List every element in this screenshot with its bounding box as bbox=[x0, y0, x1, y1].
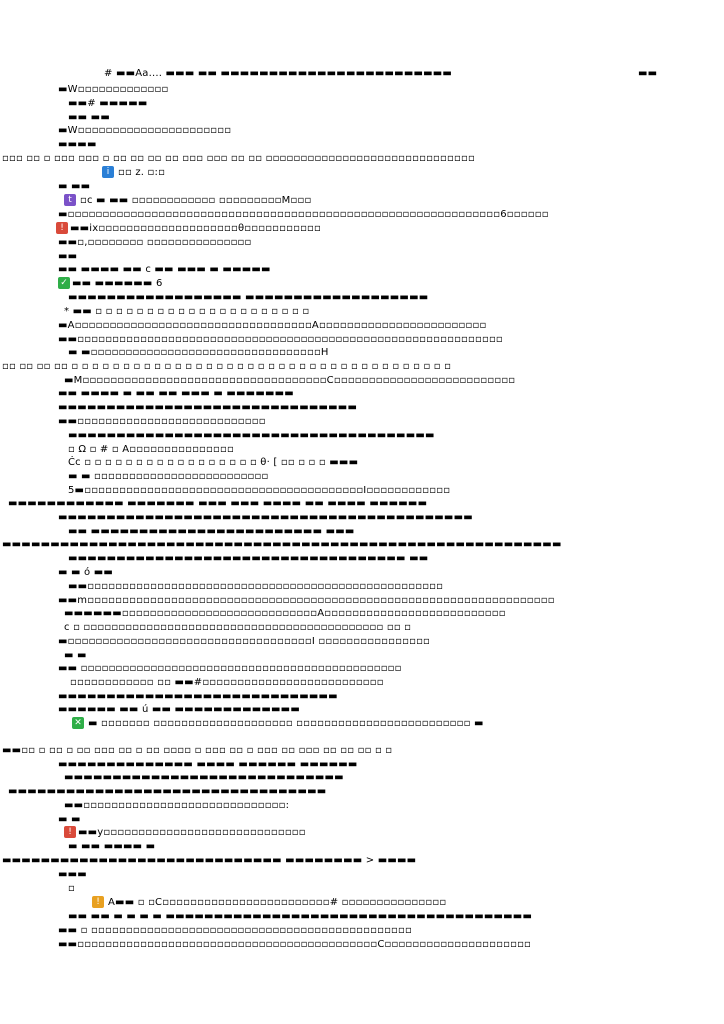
text-line: ▬▫▫▫▫▫▫▫▫▫▫▫▫▫▫▫▫▫▫▫▫▫▫▫▫▫▫▫▫▫▫▫▫▫▫▫I ▫▫▫▫▫▫▫▫▫▫▫▫▫▫▫▫ bbox=[58, 636, 431, 647]
text-line: ▬ ▬▬ bbox=[58, 181, 91, 192]
text-line: ▬ ▬ ▫▫▫▫▫▫▫▫▫▫▫▫▫▫▫▫▫▫▫▫▫▫▫▫▫ bbox=[68, 471, 269, 482]
text-line: ▬▬▬▬▬▬▬▬▬▬▬▬▬▬▬▬▬▬▬▬▬▬▬▬▬▬▬▬▬▬▬▬▬▬▬▬▬▬▬▬▬▬▬▬▬▬▬▬▬▬▬▬▬▬▬▬▬▬ bbox=[2, 539, 562, 550]
text-line: ▫▫▫ ▫▫ ▫ ▫▫▫ ▫▫▫ ▫ ▫▫ ▫▫ ▫▫ ▫▫ ▫▫▫ ▫▫▫ ▫▫ ▫▫ ▫▫▫▫▫▫▫▫▫▫▫▫▫▫▫▫▫▫▫▫▫▫▫▫▫▫▫▫▫▫ bbox=[2, 153, 475, 164]
text-line: ▬▬ ▬▬▬▬ ▬▬ c ▬▬ ▬▬▬ ▬ ▬▬▬▬▬ bbox=[58, 264, 271, 275]
text-line: 5▬▫▫▫▫▫▫▫▫▫▫▫▫▫▫▫▫▫▫▫▫▫▫▫▫▫▫▫▫▫▫▫▫▫▫▫▫▫▫▫▫I▫▫▫▫▫▫▫▫▫▫▫▫ bbox=[68, 485, 451, 496]
text-line: ▬▬▬▬▬▬▬▬▬▬▬▬▬▬▬▬▬▬▬▬▬▬▬▬▬▬▬▬▬▬▬▬▬ bbox=[8, 786, 327, 797]
text-line: ▬ ▬ ó ▬▬ bbox=[58, 567, 114, 578]
text-line: ▬▬▬▬▬▬▬▬▬▬▬▬▬▬▬▬▬▬▬▬▬▬▬▬▬▬▬▬▬▬▬ bbox=[58, 402, 358, 413]
text-line: ▬▬m▫▫▫▫▫▫▫▫▫▫▫▫▫▫▫▫▫▫▫▫▫▫▫▫▫▫▫▫▫▫▫▫▫▫▫▫▫▫▫▫▫▫▫▫▫▫▫▫▫▫▫▫▫▫▫▫▫▫▫▫▫▫▫▫▫▫▫ bbox=[58, 595, 555, 606]
text-line: ▬▬# ▬▬▬▬▬ bbox=[68, 98, 148, 109]
text-line: ▬▫▫▫▫▫▫▫▫▫▫▫▫▫▫▫▫▫▫▫▫▫▫▫▫▫▫▫▫▫▫▫▫▫▫▫▫▫▫▫▫▫▫▫▫▫▫▫▫▫▫▫▫▫▫▫▫▫▫▫▫▫▫6▫▫▫▫▫▫ bbox=[58, 209, 549, 220]
check-icon: ✓ bbox=[58, 277, 70, 289]
text-line: ▬▬▫▫▫▫▫▫▫▫▫▫▫▫▫▫▫▫▫▫▫▫▫▫▫▫▫▫▫▫▫▫▫▫▫▫▫▫▫▫▫▫▫▫▫▫▫▫▫▫▫▫▫ bbox=[68, 581, 444, 592]
text-line: ▬▬ ▬▬▬▬▬▬ 6 bbox=[72, 278, 163, 289]
text-line: ▫c ▬ ▬▬ ▫▫▫▫▫▫▫▫▫▫▫▫ ▫▫▫▫▫▫▫▫▫M▫▫▫ bbox=[80, 195, 312, 206]
text-line: ▬▬ bbox=[638, 68, 658, 79]
text-line: ▫▫▫▫▫▫▫▫▫▫▫▫ ▫▫ ▬▬#▫▫▫▫▫▫▫▫▫▫▫▫▫▫▫▫▫▫▫▫▫▫▫▫▫▫ bbox=[70, 677, 384, 688]
text-line: ▬▬ ▬▬▬▬▬▬▬▬▬▬▬▬▬▬▬▬▬▬▬▬▬▬▬▬ ▬▬▬ bbox=[68, 526, 355, 537]
text-line: ▫▫ z. ▫:▫ bbox=[118, 167, 166, 178]
text-line: ▬▬▫▫▫▫▫▫▫▫▫▫▫▫▫▫▫▫▫▫▫▫▫▫▫▫▫▫▫▫▫: bbox=[64, 800, 290, 811]
text-line: ▬▬ bbox=[58, 251, 78, 262]
text-line: ▬ ▬ bbox=[64, 650, 87, 661]
text-line: ▬A▫▫▫▫▫▫▫▫▫▫▫▫▫▫▫▫▫▫▫▫▫▫▫▫▫▫▫▫▫▫▫▫▫▫A▫▫▫▫▫▫▫▫▫▫▫▫▫▫▫▫▫▫▫▫▫▫▫▫ bbox=[58, 320, 487, 331]
text-line: ▬▬ ▬▬ bbox=[68, 112, 110, 123]
warning-icon: ! bbox=[92, 896, 104, 908]
text-line: ▬▬ ▫▫▫▫▫▫▫▫▫▫▫▫▫▫▫▫▫▫▫▫▫▫▫▫▫▫▫▫▫▫▫▫▫▫▫▫▫▫▫▫▫▫▫▫▫▫ bbox=[58, 663, 402, 674]
text-line: ▬▬▬▬▬▬▬▬▬▬▬▬▬▬ ▬▬▬▬ ▬▬▬▬▬▬ ▬▬▬▬▬▬ bbox=[58, 759, 358, 770]
text-line: ▬ ▬▫▫▫▫▫▫▫▫▫▫▫▫▫▫▫▫▫▫▫▫▫▫▫▫▫▫▫▫▫▫▫▫▫H bbox=[68, 347, 329, 358]
text-line: ▬▬ix▫▫▫▫▫▫▫▫▫▫▫▫▫▫▫▫▫▫▫▫θ▫▫▫▫▫▫▫▫▫▫▫ bbox=[70, 223, 322, 234]
info-icon: i bbox=[102, 166, 114, 178]
text-line: ▬▬▬▬▬▬▫▫▫▫▫▫▫▫▫▫▫▫▫▫▫▫▫▫▫▫▫▫▫▫▫▫▫▫A▫▫▫▫▫▫▫▫▫▫▫▫▫▫▫▫▫▫▫▫▫▫▫▫▫▫ bbox=[64, 608, 506, 619]
text-line: ▬W▫▫▫▫▫▫▫▫▫▫▫▫▫ bbox=[58, 84, 169, 95]
text-line: ▬▬▬▬▬▬▬▬▬▬▬▬▬▬▬▬▬▬▬▬▬▬▬▬▬▬▬▬▬▬▬▬▬▬▬▬▬▬▬▬▬▬▬ bbox=[58, 512, 473, 523]
close-icon: ✕ bbox=[72, 717, 84, 729]
text-line: ▬▬▬ bbox=[58, 869, 87, 880]
text-line: ▬▬▬▬ bbox=[58, 139, 97, 150]
text-line: ▬▬▫▫▫▫▫▫▫▫▫▫▫▫▫▫▫▫▫▫▫▫▫▫▫▫▫▫▫▫▫▫▫▫▫▫▫▫▫▫▫▫▫▫▫▫▫▫▫▫▫▫▫▫▫▫▫▫▫▫▫▫▫ bbox=[58, 334, 503, 345]
text-line: ▬▬ ▬▬ ▬ ▬ ▬ ▬ ▬▬▬▬▬▬▬▬▬▬▬▬▬▬▬▬▬▬▬▬▬▬▬▬▬▬▬▬▬▬▬▬▬▬▬▬▬▬ bbox=[68, 911, 533, 922]
text-line: ▬ ▬ bbox=[58, 814, 81, 825]
text-line: ▬▬ ▫ ▫▫▫▫▫▫▫▫▫▫▫▫▫▫▫▫▫▫▫▫▫▫▫▫▫▫▫▫▫▫▫▫▫▫▫▫▫▫▫▫▫▫▫▫▫▫ bbox=[58, 925, 412, 936]
text-line: ▬▬▬▬▬▬▬▬▬▬▬▬▬▬▬▬▬▬▬▬▬▬▬▬▬▬▬▬▬▬▬▬▬▬▬▬▬▬ bbox=[68, 430, 435, 441]
text-line: ▬▬▬▬▬▬▬▬▬▬▬▬ ▬▬▬▬▬▬▬ ▬▬▬ ▬▬▬ ▬▬▬▬ ▬▬ ▬▬▬▬ ▬▬▬▬▬▬ bbox=[8, 498, 428, 509]
text-line: * ▬▬ ▫ ▫ ▫ ▫ ▫ ▫ ▫ ▫ ▫ ▫ ▫ ▫ ▫ ▫ ▫ ▫ ▫ ▫ ▫ ▫ ▫ bbox=[64, 306, 310, 317]
text-line: # ▬▬Aa.... ▬▬▬ ▬▬ ▬▬▬▬▬▬▬▬▬▬▬▬▬▬▬▬▬▬▬▬▬▬▬▬ bbox=[104, 68, 453, 79]
status-icon: ! bbox=[64, 826, 76, 838]
text-line: ▬▬▬▬▬▬▬▬▬▬▬▬▬▬▬▬▬▬ ▬▬▬▬▬▬▬▬▬▬▬▬▬▬▬▬▬▬▬ bbox=[68, 292, 429, 303]
alert-icon: ! bbox=[56, 222, 68, 234]
text-line: ▬▬ ▬▬▬▬ ▬ ▬▬ ▬▬ ▬▬▬ ▬ ▬▬▬▬▬▬▬ bbox=[58, 388, 294, 399]
text-line: ▬▬▫▫ ▫ ▫▫ ▫ ▫▫ ▫▫▫ ▫▫ ▫ ▫▫ ▫▫▫▫ ▫ ▫▫▫ ▫▫ ▫ ▫▫▫ ▫▫ ▫▫▫ ▫▫ ▫▫ ▫▫ ▫ ▫ bbox=[2, 745, 393, 756]
text-line: ▬▬▬▬▬▬▬▬▬▬▬▬▬▬▬▬▬▬▬▬▬▬▬▬▬▬▬▬▬ ▬▬▬▬▬▬▬▬ > ▬▬▬▬ bbox=[2, 855, 417, 866]
text-line: A▬▬ ▫ ▫C▫▫▫▫▫▫▫▫▫▫▫▫▫▫▫▫▫▫▫▫▫▫▫▫# ▫▫▫▫▫▫▫▫▫▫▫▫▫▫▫ bbox=[108, 897, 447, 908]
text-line: ▬▬▫,▫▫▫▫▫▫▫▫ ▫▫▫▫▫▫▫▫▫▫▫▫▫▫▫ bbox=[58, 237, 252, 248]
text-line: Ċc ▫ ▫ ▫ ▫ ▫ ▫ ▫ ▫ ▫ ▫ ▫ ▫ ▫ ▫ ▫ ▫ ▫ θ· [ ▫▫ ▫ ▫ ▫ ▬▬▬ bbox=[68, 457, 359, 468]
text-line: ▬ ▫▫▫▫▫▫▫ ▫▫▫▫▫▫▫▫▫▫▫▫▫▫▫▫▫▫▫▫ ▫▫▫▫▫▫▫▫▫▫▫▫▫▫▫▫▫▫▫▫▫▫▫▫▫ ▬ bbox=[88, 718, 484, 729]
text-line: ▬M▫▫▫▫▫▫▫▫▫▫▫▫▫▫▫▫▫▫▫▫▫▫▫▫▫▫▫▫▫▫▫▫▫▫▫C▫▫▫▫▫▫▫▫▫▫▫▫▫▫▫▫▫▫▫▫▫▫▫▫▫▫ bbox=[64, 375, 516, 386]
text-line: ▬▬▬▬▬▬ ▬▬ ú ▬▬ ▬▬▬▬▬▬▬▬▬▬▬▬▬ bbox=[58, 704, 300, 715]
text-line: ▬▬▫▫▫▫▫▫▫▫▫▫▫▫▫▫▫▫▫▫▫▫▫▫▫▫▫▫▫▫▫▫▫▫▫▫▫▫▫▫▫▫▫▫▫C▫▫▫▫▫▫▫▫▫▫▫▫▫▫▫▫▫▫▫▫▫ bbox=[58, 939, 532, 950]
text-line: ▬▬▬▬▬▬▬▬▬▬▬▬▬▬▬▬▬▬▬▬▬▬▬▬▬▬▬▬▬ bbox=[64, 772, 344, 783]
text-line: ▬ ▬▬ ▬▬▬▬ ▬ bbox=[68, 841, 156, 852]
text-line: ▫ bbox=[68, 883, 75, 894]
text-line: ▬▬y▫▫▫▫▫▫▫▫▫▫▫▫▫▫▫▫▫▫▫▫▫▫▫▫▫▫▫▫▫ bbox=[78, 827, 306, 838]
text-line: ▫ Ω ▫ # ▫ A▫▫▫▫▫▫▫▫▫▫▫▫▫▫▫ bbox=[68, 444, 234, 455]
text-line: ▬W▫▫▫▫▫▫▫▫▫▫▫▫▫▫▫▫▫▫▫▫▫▫ bbox=[58, 125, 232, 136]
text-line: c ▫ ▫▫▫▫▫▫▫▫▫▫▫▫▫▫▫▫▫▫▫▫▫▫▫▫▫▫▫▫▫▫▫▫▫▫▫▫▫▫▫▫▫▫▫ ▫▫ ▫ bbox=[64, 622, 412, 633]
text-line: ▫▫ ▫▫ ▫▫ ▫▫ ▫ ▫ ▫ ▫ ▫ ▫ ▫ ▫ ▫ ▫ ▫ ▫ ▫ ▫ ▫ ▫ ▫ ▫ ▫ ▫ ▫ ▫ ▫ ▫ ▫ ▫ ▫ ▫ ▫ ▫ ▫ ▫ ▫ ▫ ▫ ▫ ▫ bbox=[2, 361, 452, 372]
text-line: ▬▬▬▬▬▬▬▬▬▬▬▬▬▬▬▬▬▬▬▬▬▬▬▬▬▬▬▬▬ bbox=[58, 691, 338, 702]
text-line: ▬▬▫▫▫▫▫▫▫▫▫▫▫▫▫▫▫▫▫▫▫▫▫▫▫▫▫▫▫ bbox=[58, 416, 266, 427]
text-line: ▬▬▬▬▬▬▬▬▬▬▬▬▬▬▬▬▬▬▬▬▬▬▬▬▬▬▬▬▬▬▬▬▬▬▬ ▬▬ bbox=[68, 553, 429, 564]
app-icon: t bbox=[64, 194, 76, 206]
